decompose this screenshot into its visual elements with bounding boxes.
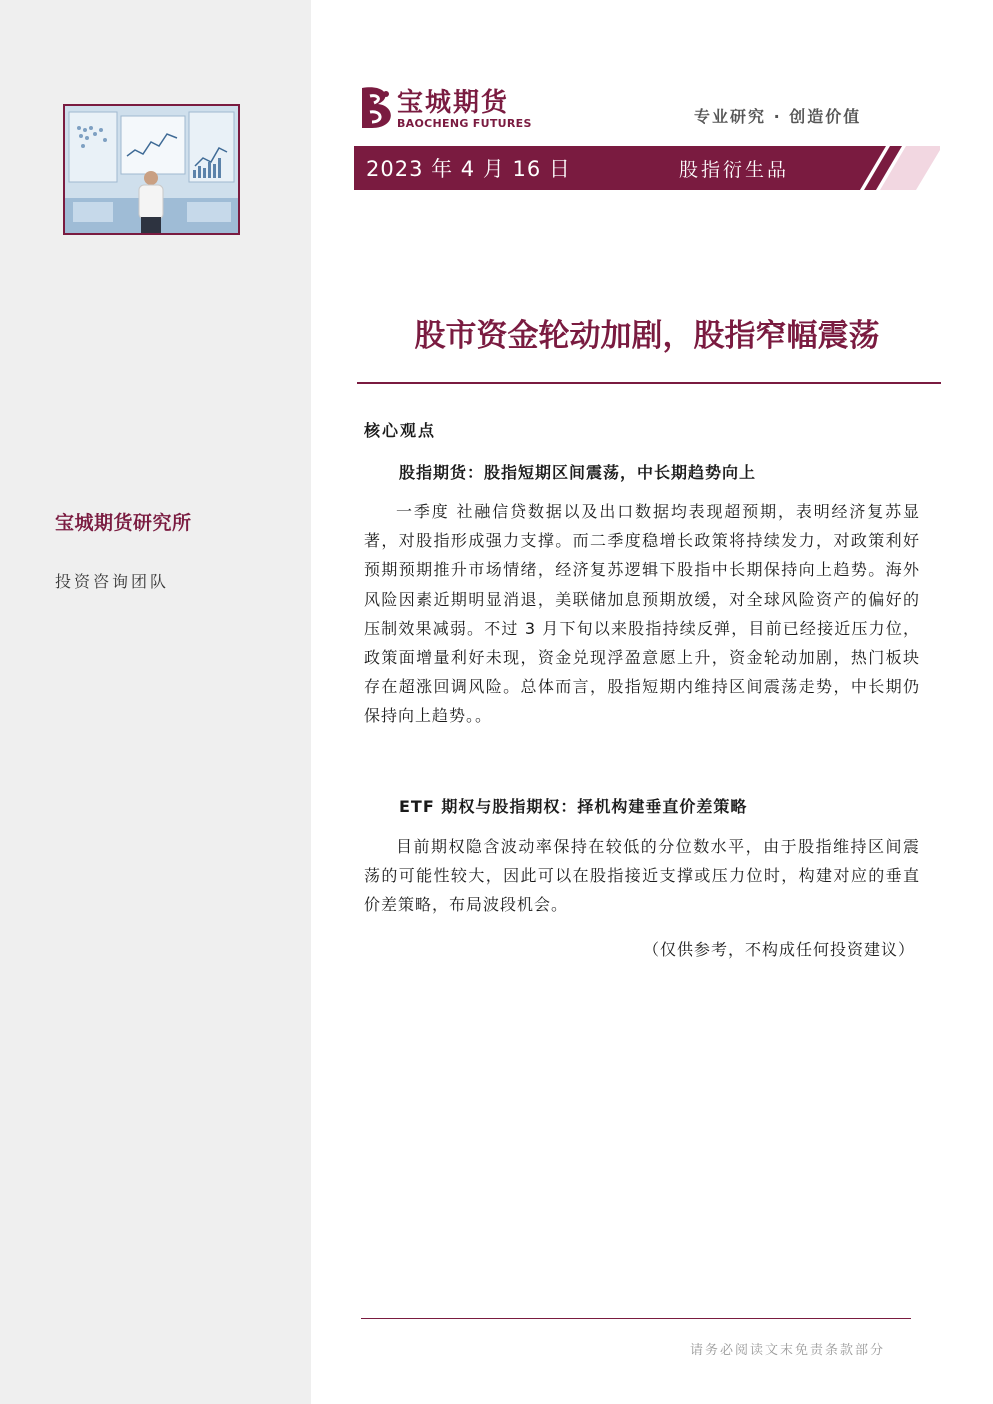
section-body-options: 目前期权隐含波动率保持在较低的分位数水平，由于股指维持区间震荡的可能性较大，因此可以在股指接近支撑或压力位时，构建对应的垂直价差策略，布局波段机会。 <box>364 837 920 915</box>
title-divider <box>357 382 941 384</box>
footer-note: 请务必阅读文末免责条款部分 <box>690 1343 886 1358</box>
disclaimer: （仅供参考，不构成任何投资建议） <box>642 940 915 959</box>
report-category: 股指衍生品 <box>679 159 790 181</box>
section-heading-options: ETF 期权与股指期权：择机构建垂直价差策略 <box>399 797 748 816</box>
research-institute-name: 宝城期货研究所 <box>55 512 192 534</box>
section-heading-futures: 股指期货：股指短期区间震荡，中长期趋势向上 <box>399 463 757 482</box>
cover-image <box>63 104 240 235</box>
team-name: 投资咨询团队 <box>55 572 170 591</box>
sidebar <box>0 0 311 1404</box>
logo-english-text: BAOCHENG FUTURES <box>397 117 532 130</box>
core-viewpoint-heading: 核心观点 <box>364 421 437 440</box>
footer-divider <box>361 1318 911 1319</box>
section-body-futures: 一季度 社融信贷数据以及出口数据均表现超预期，表明经济复苏显著，对股指形成强力支撑。而二季度稳增长政策将持续发力，对政策利好预期预期推升市场情绪，经济复苏逻辑下股指中长期保持向上趋势。海外风险因素近期明显消退，美联储加息预期放缓，对全球风险资产的偏好的压制效果减弱。不过 3 月下旬以来股指持续反弹，目前已经接近压力位，政策面增量利好未现，资金兑现浮盈意愿上升，资金轮动加剧，热门板块存在超涨回调风险。总体而言，股指短期内维持区间震荡走势，中长期仍保持向上趋势。。 <box>364 502 920 726</box>
trader-screens-illustration <box>65 106 238 233</box>
slogan: 专业研究 · 创造价值 <box>694 107 862 126</box>
report-title: 股市资金轮动加剧，股指窄幅震荡 <box>414 318 880 354</box>
logo-chinese-text: 宝城期货 <box>397 88 510 118</box>
report-date: 2023 年 4 月 16 日 <box>366 157 571 181</box>
